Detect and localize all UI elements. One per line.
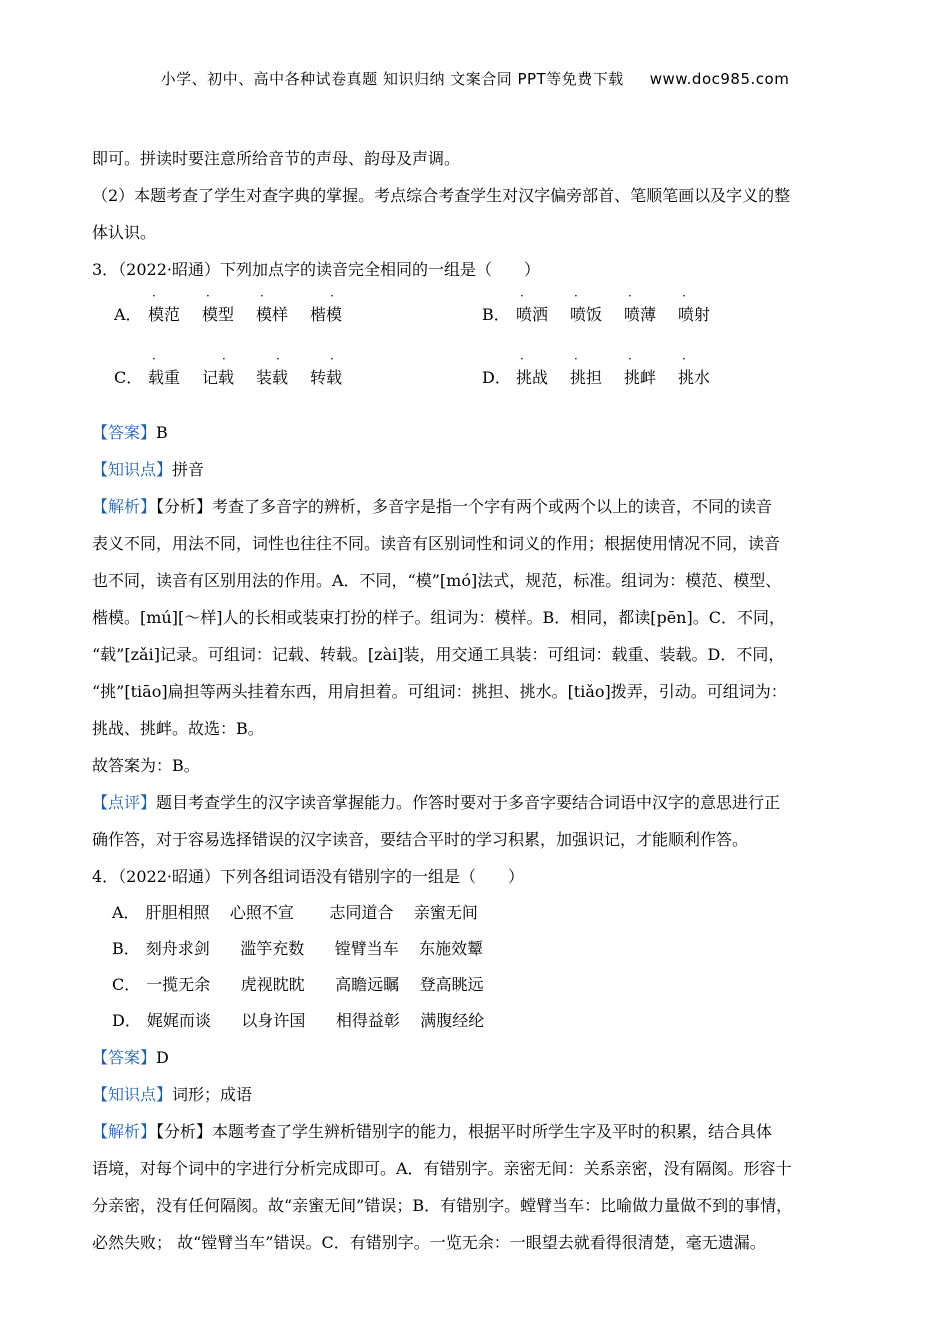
q3-options-row-2 xyxy=(92,351,872,414)
option-word: · 载重 xyxy=(148,352,181,387)
option-word: · 挑担 xyxy=(570,352,603,387)
intro-line: （2）本题考查了学生对查字典的掌握。考点综合考查学生对汉字偏旁部首、笔顺笔画以及字义的整 xyxy=(92,186,791,205)
q3-analysis-line: “挑”[tiāo]扁担等两头挂着东西，用肩担着。可组词：挑担、挑水。[tiǎo]拨弄，引动。可组词为： xyxy=(92,682,787,701)
q3-knowledge-point xyxy=(92,451,872,488)
q4-analysis-line: 分亲密，没有任何隔阂。故“亲蜜无间”错误；B．有错别字。螳臂当车：比喻做力量做不到的事情， xyxy=(92,1196,793,1215)
analysis-tag: 【解析】 xyxy=(92,497,157,516)
option-word: · 喷饭 xyxy=(570,289,603,324)
option-label: D． xyxy=(482,368,511,387)
page-header xyxy=(0,68,950,89)
option-word: · 喷薄 xyxy=(624,289,657,324)
intro-line: 体认识。 xyxy=(92,223,157,242)
option-word: · 挑水 xyxy=(678,352,711,387)
q3-option-d xyxy=(482,352,732,388)
q3-option-a xyxy=(114,289,364,325)
intro-line: 即可。拼读时要注意所给音节的声母、韵母及声调。 xyxy=(92,149,461,168)
q3-analysis-line: 楷模。[mú][～样]人的长相或装束打扮的样子。组词为：模样。B．相同，都读[pēn]。C．不同， xyxy=(92,608,785,627)
q4-analysis-line: 【解析】【分析】本题考查了学生辨析错别字的能力，根据平时所学生字及平时的积累，结合具体 xyxy=(92,1122,773,1141)
question-3-stem: 3．（2022·昭通）下列加点字的读音完全相同的一组是（ ） xyxy=(92,260,540,279)
q3-analysis-line: 表义不同，用法不同，词性也往往不同。读音有区别词性和词义的作用；根据使用情况不同，读音 xyxy=(92,534,781,553)
header-site[interactable]: www.doc985.com xyxy=(649,70,790,88)
knowledge-tag: 【知识点】 xyxy=(92,460,173,479)
option-word: · 楷模 xyxy=(310,289,343,324)
option-word: · 转载 xyxy=(310,352,343,387)
q4-option-a: A． 肝胆相照 心照不宣 志同道合 亲蜜无间 xyxy=(112,903,478,922)
q3-option-c xyxy=(114,352,364,388)
knowledge-value: 拼音 xyxy=(172,460,205,479)
answer-tag: 【答案】 xyxy=(92,1048,157,1067)
q3-conclusion: 故答案为：B。 xyxy=(92,756,200,775)
option-word: · 挑衅 xyxy=(624,352,657,387)
option-word: · 模范 xyxy=(148,289,181,324)
knowledge-value: 词形；成语 xyxy=(172,1085,253,1104)
q3-option-b xyxy=(482,289,732,325)
q4-answer xyxy=(92,1039,872,1076)
option-word: · 挑战 xyxy=(516,352,549,387)
answer-value: D xyxy=(156,1048,169,1067)
answer-tag: 【答案】 xyxy=(92,423,157,442)
q3-options-row-1 xyxy=(92,288,872,351)
option-word: · 记载 xyxy=(202,352,235,387)
option-word: · 模型 xyxy=(202,289,235,324)
option-word: · 装载 xyxy=(256,352,289,387)
q3-review-line: 确作答，对于容易选择错误的汉字读音，要结合平时的学习积累，加强识记，才能顺利作答。 xyxy=(92,830,749,849)
q4-option-d: D． 娓娓而谈 以身许国 相得益彰 满腹经纶 xyxy=(112,1011,485,1030)
q3-answer xyxy=(92,414,872,451)
q4-knowledge-point xyxy=(92,1076,872,1113)
q3-analysis-line: 【解析】【分析】考查了多音字的辨析，多音字是指一个字有两个或两个以上的读音，不同的读音 xyxy=(92,497,773,516)
q3-analysis-line: “载”[zǎi]记录。可组词：记载、转载。[zài]装，用交通工具装：可组词：载重、装载。D．不同， xyxy=(92,645,785,664)
option-label: A． xyxy=(114,305,142,324)
q4-analysis-line: 必然失败； 故“镗臂当车”错误。C．有错别字。一览无余：一眼望去就看得很清楚，毫无遗漏。 xyxy=(92,1233,766,1252)
document-body xyxy=(92,140,872,1261)
option-label: B． xyxy=(482,305,510,324)
q3-review-line: 【点评】题目考查学生的汉字读音掌握能力。作答时要对于多音字要结合词语中汉字的意思进行正 xyxy=(92,793,781,812)
question-4-stem: 4．（2022·昭通）下列各组词语没有错别字的一组是（ ） xyxy=(92,867,524,886)
q3-analysis-line: 也不同，读音有区别用法的作用。A．不同，“模”[mó]法式，规范，标准。组词为：模范、模型、 xyxy=(92,571,782,590)
analysis-tag: 【解析】 xyxy=(92,1122,157,1141)
answer-value: B xyxy=(156,423,168,442)
header-text: 小学、初中、高中各种试卷真题 知识归纳 文案合同 PPT等免费下载 xyxy=(160,70,624,88)
q3-analysis-line: 挑战、挑衅。故选：B。 xyxy=(92,719,264,738)
option-word: · 喷洒 xyxy=(516,289,549,324)
review-tag: 【点评】 xyxy=(92,793,157,812)
q4-analysis-line: 语境，对每个词中的字进行分析完成即可。A．有错别字。亲密无间：关系亲密，没有隔阂。形容十 xyxy=(92,1159,792,1178)
option-word: · 模样 xyxy=(256,289,289,324)
q4-option-c: C． 一揽无余 虎视眈眈 高瞻远瞩 登高眺远 xyxy=(112,975,484,994)
option-word: · 喷射 xyxy=(678,289,711,324)
q4-option-b: B． 刻舟求剑 滥竽充数 镗臂当车 东施效颦 xyxy=(112,939,484,958)
knowledge-tag: 【知识点】 xyxy=(92,1085,173,1104)
option-label: C． xyxy=(114,368,143,387)
